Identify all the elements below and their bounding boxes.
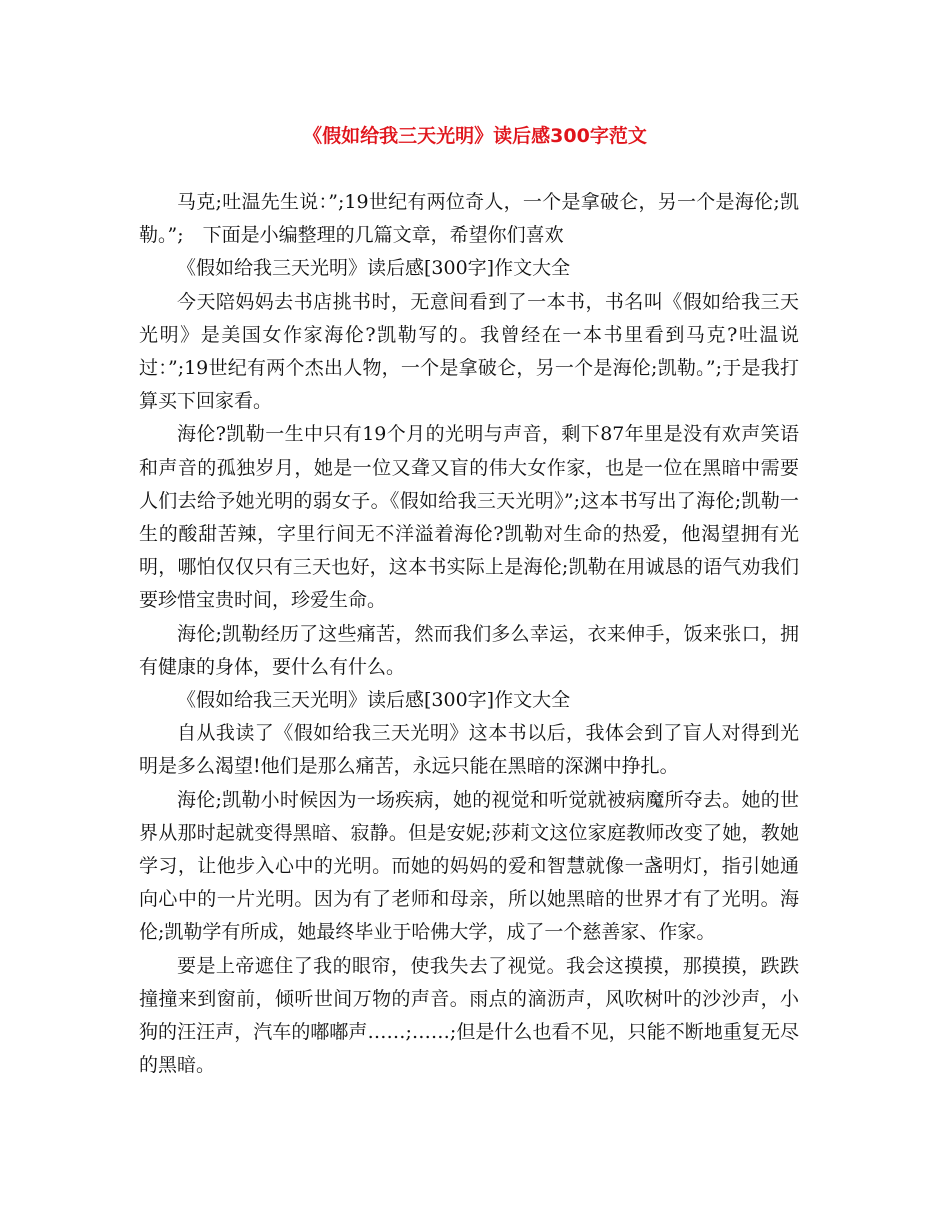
document-title: 《假如给我三天光明》读后感300字范文: [303, 125, 647, 147]
paragraph: 海伦?凯勒一生中只有19个月的光明与声音，剩下87年里是没有欢声笑语和声音的孤独岁月，她是一位又聋又盲的伟大女作家，也是一位在黑暗中需要人们去给予她光明的弱女子。《假如给我三天光明》”;这本书写出了海伦;凯勒一生的酸甜苦辣，字里行间无不洋溢着海伦?凯勒对生命的热爱，他渴望拥有光明，哪怕仅仅只有三天也好，这本书实际上是海伦;凯勒在用诚恳的语气劝我们要珍惜宝贵时间，珍爱生命。: [139, 423, 799, 612]
paragraph: 马克;吐温先生说：”;19世纪有两位奇人，一个是拿破仑，另一个是海伦;凯勒。”; 下面是小编整理的几篇文章，希望你们喜欢: [139, 191, 799, 247]
section-heading: 《假如给我三天光明》读后感[300字]作文大全: [177, 689, 571, 712]
paragraph: 自从我读了《假如给我三天光明》这本书以后，我体会到了盲人对得到光明是多么渴望!他们是那么痛苦，永远只能在黑暗的深渊中挣扎。: [139, 722, 799, 778]
paragraph: 海伦;凯勒小时候因为一场疾病，她的视觉和听觉就被病魔所夺去。她的世界从那时起就变得黑暗、寂静。但是安妮;莎莉文这位家庭教师改变了她，教她学习，让他步入心中的光明。而她的妈妈的爱和智慧就像一盏明灯，指引她通向心中的一片光明。因为有了老师和母亲，所以她黑暗的世界才有了光明。海伦;凯勒学有所成，她最终毕业于哈佛大学，成了一个慈善家、作家。: [139, 788, 799, 944]
section-heading: 《假如给我三天光明》读后感[300字]作文大全: [177, 257, 571, 280]
document-body: [139, 186, 799, 1082]
paragraph: 海伦;凯勒经历了这些痛苦，然而我们多么幸运，衣来伸手，饭来张口，拥有健康的身体，要什么有什么。: [139, 622, 799, 678]
paragraph: 今天陪妈妈去书店挑书时，无意间看到了一本书，书名叫《假如给我三天光明》是美国女作家海伦?凯勒写的。我曾经在一本书里看到马克?吐温说过：”;19世纪有两个杰出人物，一个是拿破仑，另一个是海伦;凯勒。”;于是我打算买下回家看。: [139, 290, 799, 413]
paragraph: 要是上帝遮住了我的眼帘，使我失去了视觉。我会这摸摸，那摸摸，跌跌撞撞来到窗前，倾听世间万物的声音。雨点的滴沥声，风吹树叶的沙沙声，小狗的汪汪声，汽车的嘟嘟声……;……;但是什么也看不见，只能不断地重复无尽的黑暗。: [139, 954, 799, 1077]
